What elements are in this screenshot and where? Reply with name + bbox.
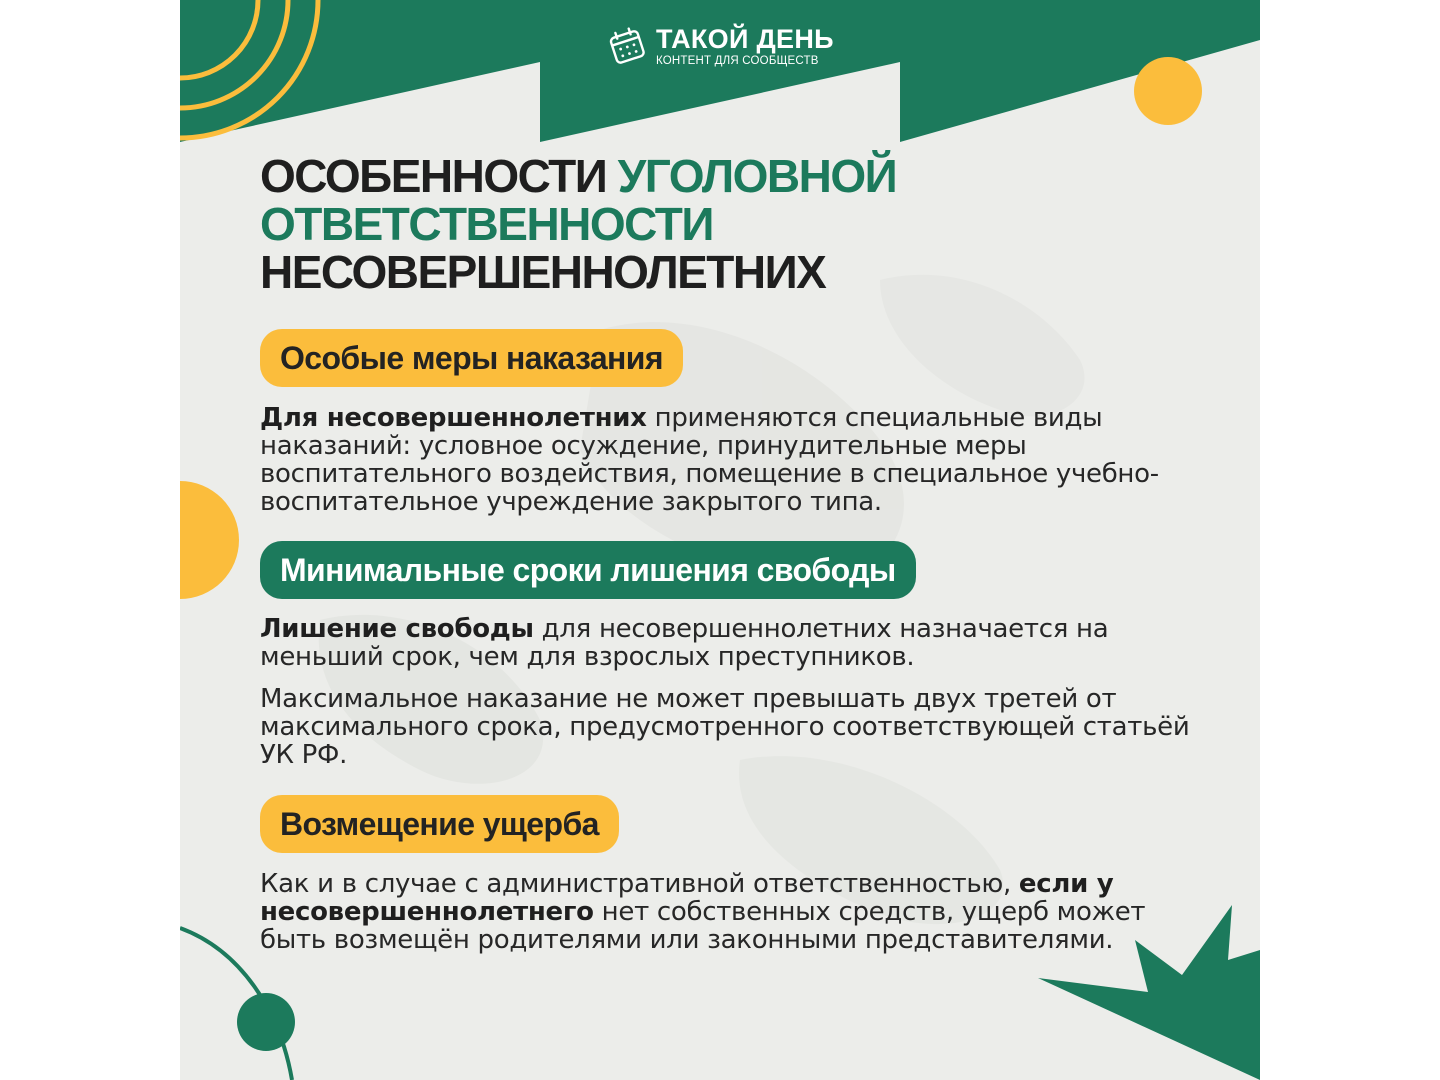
title-part-3: ОТВЕТСТВЕННОСТИ	[260, 198, 713, 250]
brand-subtitle: КОНТЕНТ ДЛЯ СООБЩЕСТВ	[656, 55, 819, 67]
section-heading-special-measures: Особые меры наказания	[260, 329, 683, 387]
section-text-damage-compensation	[260, 870, 1200, 954]
page-title	[260, 152, 896, 296]
bold-phrase: если у несовершеннолетнего	[260, 869, 1114, 927]
section-heading-minimum-terms: Минимальные сроки лишения свободы	[260, 541, 916, 599]
bold-phrase: Для несовершеннолетних	[260, 403, 647, 433]
calendar-icon	[606, 25, 648, 67]
body-text-start: Как и в случае с административной ответственностью,	[260, 869, 1019, 899]
section-text-minimum-terms	[260, 615, 1200, 671]
title-part-4: НЕСОВЕРШЕННОЛЕТНИХ	[260, 246, 826, 298]
section-text-maximum-punishment: Максимальное наказание не может превышать двух третей от максимального срока, предусмотренного соответствующей статьёй УК РФ.	[260, 684, 1190, 770]
body-text: применяются специальные виды наказаний: условное осуждение, принудительные меры воспитательного воздействия, помещение в специальное учебно-воспитательное учреждение закрытого типа.	[260, 403, 1159, 517]
bold-phrase: Лишение свободы	[260, 614, 534, 644]
green-dot-bottom-left	[237, 993, 295, 1051]
title-part-2: УГОЛОВНОЙ	[617, 150, 897, 202]
top-banner	[180, 0, 1260, 142]
section-heading-damage-compensation: Возмещение ущерба	[260, 795, 619, 853]
slide-card	[180, 0, 1260, 1080]
yellow-half-circle-left	[180, 481, 239, 599]
brand-text	[656, 24, 834, 68]
brand-logo	[606, 24, 834, 68]
section-text-special-measures	[260, 404, 1200, 516]
brand-title: ТАКОЙ ДЕНЬ	[656, 24, 834, 54]
title-part-1: ОСОБЕННОСТИ	[260, 150, 618, 202]
body-text: нет собственных средств, ущерб может быть возмещён родителями или законными представителями.	[260, 897, 1146, 955]
yellow-circle-top	[1134, 57, 1202, 125]
body-text: для несовершеннолетних назначается на меньший срок, чем для взрослых преступников.	[260, 614, 1109, 672]
